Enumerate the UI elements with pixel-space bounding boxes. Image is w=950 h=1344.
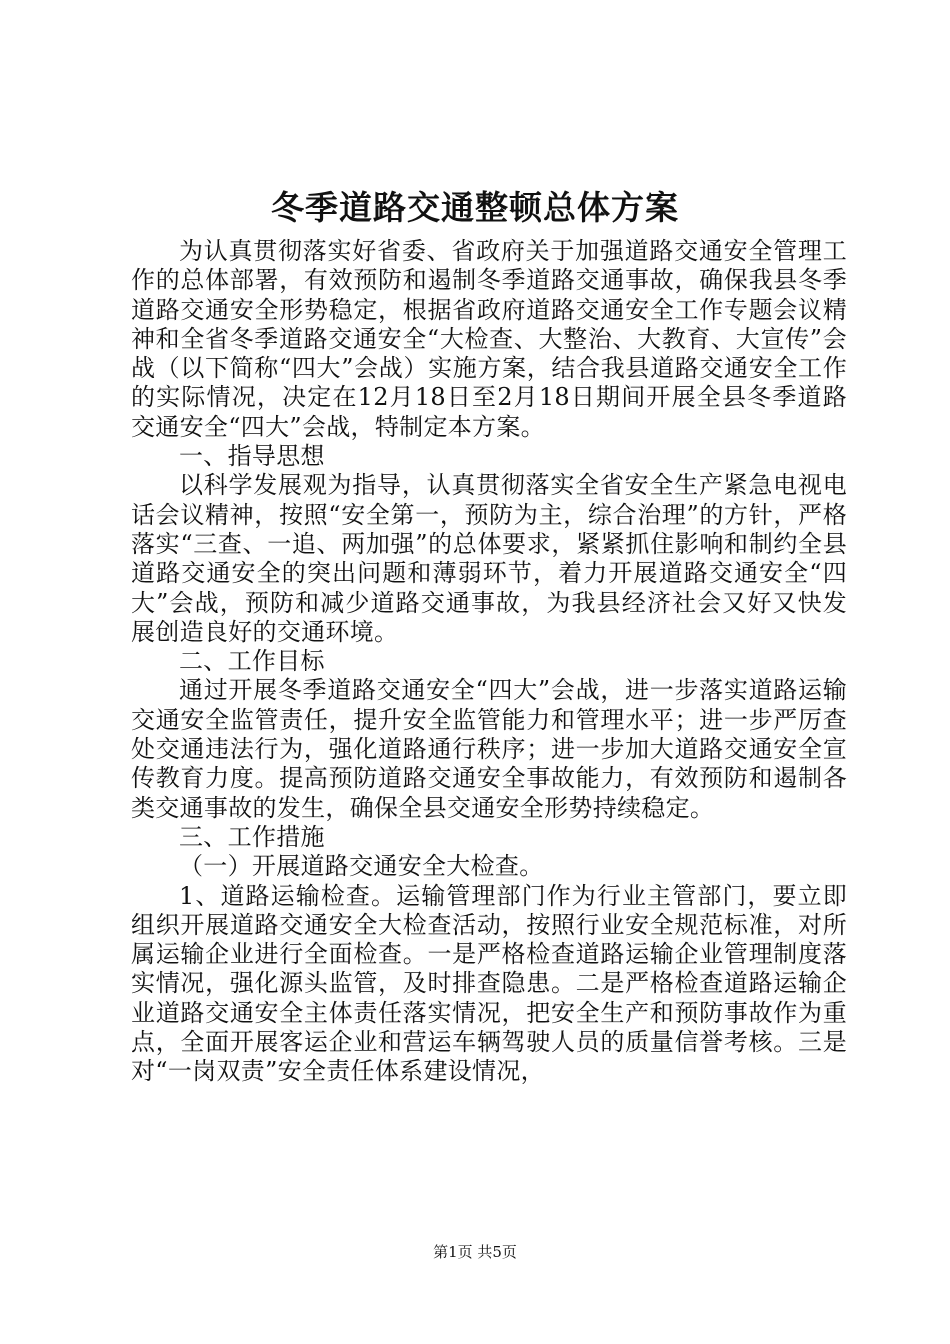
intro-paragraph: 为认真贯彻落实好省委、省政府关于加强道路交通安全管理工作的总体部署，有效预防和遏制冬季道路交通事故，确保我县冬季道路交通安全形势稳定，根据省政府道路交通安全工作专题会议精神和全省冬季道路交通安全“大检查、大整治、大教育、大宣传”会战（以下简称“四大”会战）实施方案，结合我县道路交通安全工作的实际情况，决定在12月18日至2月18日期间开展全县冬季道路交通安全“四大”会战，特制定本方案。: [131, 237, 847, 441]
page-footer: 第1页 共5页: [433, 1243, 517, 1261]
section-heading-guiding-ideology: 一、指导思想: [179, 442, 325, 471]
document-body: [131, 237, 847, 1087]
section-heading-work-measures: 三、工作措施: [179, 822, 325, 851]
road-transport-inspection-paragraph: 1、道路运输检查。运输管理部门作为行业主管部门，要立即组织开展道路交通安全大检查活动，按照行业安全规范标准，对所属运输企业进行全面检查。一是严格检查道路运输企业管理制度落实情况，强化源头监管，及时排查隐患。二是严格检查道路运输企业道路交通安全主体责任落实情况，把安全生产和预防事故作为重点，全面开展客运企业和营运车辆驾驶人员的质量信誉考核。三是对“一岗双责”安全责任体系建设情况，: [131, 881, 847, 1086]
work-goals-paragraph: 通过开展冬季道路交通安全“四大”会战，进一步落实道路运输交通安全监管责任，提升安全监管能力和管理水平；进一步严厉查处交通违法行为，强化道路通行秩序；进一步加大道路交通安全宣传教育力度。提高预防道路交通安全事故能力，有效预防和遏制各类交通事故的发生，确保全县交通安全形势持续稳定。: [131, 676, 847, 822]
section-heading-work-goals: 二、工作目标: [179, 647, 325, 676]
guiding-ideology-paragraph: 以科学发展观为指导，认真贯彻落实全省安全生产紧急电视电话会议精神，按照“安全第一，预防为主，综合治理”的方针，严格落实“三查、一追、两加强”的总体要求，紧紧抓住影响和制约全县道路交通安全的突出问题和薄弱环节，着力开展道路交通安全“四大”会战，预防和减少道路交通事故，为我县经济社会又好又快发展创造良好的交通环境。: [131, 471, 847, 646]
document-title: 冬季道路交通整顿总体方案: [271, 188, 679, 227]
subsection-heading-inspection: （一）开展道路交通安全大检查。: [179, 852, 544, 881]
